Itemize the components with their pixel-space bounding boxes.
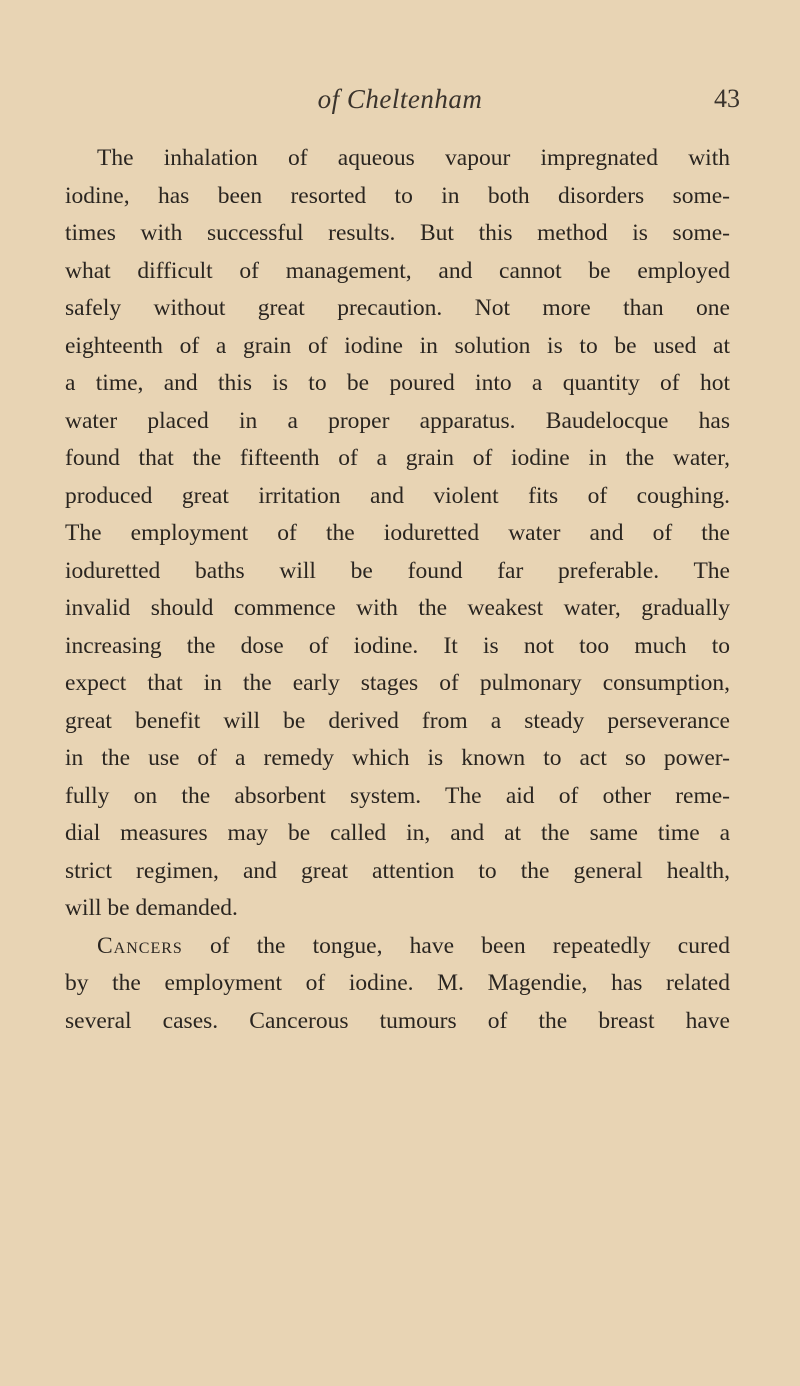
text-line: safely without great precaution. Not more than one (65, 295, 730, 321)
text-line: ioduretted baths will be found far preferable. The (65, 557, 730, 584)
text-line: invalid should commence with the weakest water, gradually (65, 595, 730, 621)
paragraph-2 (65, 928, 730, 1041)
text-line: eighteenth of a grain of iodine in solution is to be used at (65, 332, 730, 359)
text-line: water placed in a proper apparatus. Baudelocque has (65, 407, 730, 434)
first-line-rest: of the tongue, have been repeatedly cured (182, 932, 730, 959)
lead-word: Cancers (97, 932, 183, 959)
text-line: times with successful results. But this method is some- (65, 220, 730, 246)
text-line: increasing the dose of iodine. It is not too much to (65, 632, 730, 659)
text-line: The employment of the ioduretted water and of the (65, 520, 730, 546)
text-line: The inhalation of aqueous vapour impregnated with (97, 145, 730, 171)
page-number: 43 (714, 84, 740, 113)
text-line: produced great irritation and violent fits of coughing. (65, 482, 730, 509)
text-line: strict regimen, and great attention to the general health, (65, 857, 730, 884)
text-line: in the use of a remedy which is known to act so power- (65, 745, 730, 771)
running-head (0, 84, 800, 124)
text-line: several cases. Cancerous tumours of the breast have (65, 1007, 730, 1034)
text-line: expect that in the early stages of pulmonary consumption, (65, 670, 730, 696)
text-line: fully on the absorbent system. The aid of other reme- (65, 782, 730, 809)
text-line: by the employment of iodine. M. Magendie, has related (65, 970, 730, 996)
text-line: great benefit will be derived from a steady perseverance (65, 707, 730, 734)
text-line: found that the fifteenth of a grain of iodine in the water, (65, 445, 730, 471)
body-text (65, 140, 730, 1040)
running-title: of Cheltenham (317, 84, 483, 114)
text-line: dial measures may be called in, and at the same time a (65, 820, 730, 846)
text-line: what difficult of management, and cannot be employed (65, 257, 730, 284)
text-line: will be demanded. (65, 895, 238, 921)
paragraph-1 (65, 140, 730, 928)
text-line (65, 928, 730, 966)
text-line: a time, and this is to be poured into a quantity of hot (65, 370, 730, 396)
text-line: iodine, has been resorted to in both disorders some- (65, 182, 730, 209)
